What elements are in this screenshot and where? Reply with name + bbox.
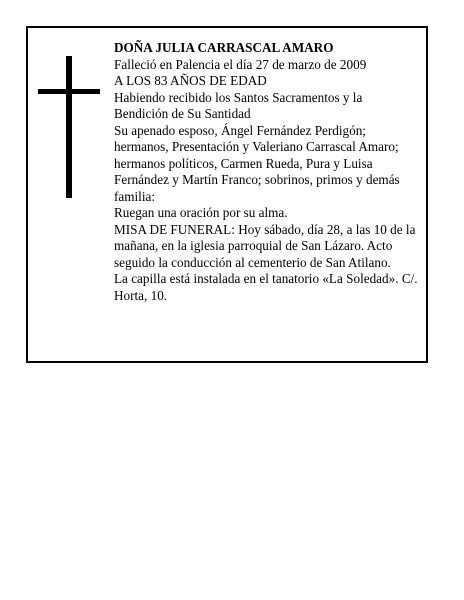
cross-horizontal-bar xyxy=(38,89,100,94)
sacraments-line: Habiendo recibido los Santos Sacramentos y la Bendición de Su Santidad xyxy=(114,89,363,121)
funeral-paragraph: MISA DE FUNERAL: Hoy sábado, día 28, a las 10 de la mañana, en la iglesia parroquial de San Lázaro. Acto seguido la conducción al cementerio de San Atilano. xyxy=(114,221,416,270)
family-paragraph: Su apenado esposo, Ángel Fernández Perdigón; hermanos, Presentación y Valeriano Carrascal Amaro; hermanos políticos, Carmen Rueda, Pura y Luisa Fernández y Martín Franco; sobrinos, primos y demás familia: xyxy=(114,122,400,204)
notice-text xyxy=(114,40,418,304)
prayer-line: Ruegan una oración por su alma. xyxy=(114,205,288,220)
cross-vertical-bar xyxy=(66,56,72,198)
obituary-notice xyxy=(26,26,428,363)
death-line: Falleció en Palencia el día 27 de marzo de 2009 xyxy=(114,56,367,72)
age-line: A LOS 83 AÑOS DE EDAD xyxy=(114,73,267,88)
deceased-name: DOÑA JULIA CARRASCAL AMARO xyxy=(114,40,334,55)
chapel-paragraph: La capilla está instalada en el tanatorio «La Soledad». C/. Horta, 10. xyxy=(114,271,418,303)
cross-icon xyxy=(38,56,100,198)
